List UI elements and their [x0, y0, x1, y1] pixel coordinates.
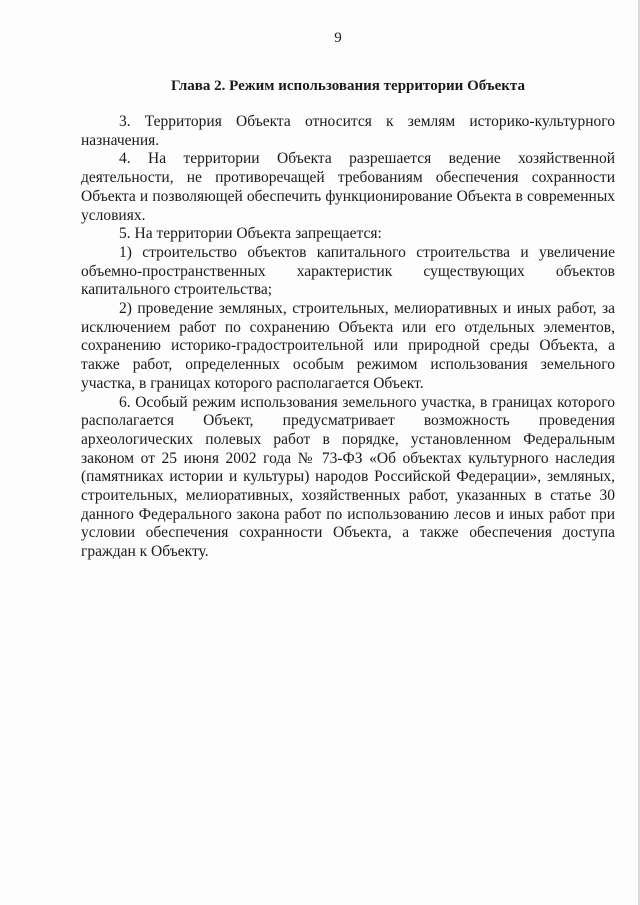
paragraph-5: 5. На территории Объекта запрещается:	[119, 225, 382, 243]
paragraph-5-item-1: 1) строительство объектов капитального строительства и увеличение объемно-пространственных характеристик существующих объектов капитального строительства;	[81, 243, 615, 299]
chapter-title: Глава 2. Режим использования территории Объекта	[171, 78, 525, 94]
paragraph-6: 6. Особый режим использования земельного участка, в границах которого располагается Объект, предусматривает возможность проведения археологических полевых работ в порядке, установленном Федеральным законом от 25 июня 2002 года № 73-ФЗ «Об объектах культурного наследия (памятниках истории и культуры) народов Российской Федерации», земляных, строительных, мелиоративных, хозяйственных работ, указанных в статье 30 данного Федерального закона работ по использованию лесов и иных работ при условии обеспечения сохранности Объекта, а также обеспечения доступа граждан к Объекту.	[81, 393, 615, 561]
paragraph-5-item-2: 2) проведение земляных, строительных, мелиоративных и иных работ, за исключением работ по сохранению Объекта или его отдельных элементов, сохранению историко-градостроительной или природной среды Объекта, а также работ, определенных особым режимом использования земельного участка, в границах которого располагается Объект.	[81, 300, 615, 392]
paragraph-3: 3. Территория Объекта относится к землям историко-культурного назначения.	[81, 113, 615, 149]
paragraph-4: 4. На территории Объекта разрешается ведение хозяйственной деятельности, не противоречащей требованиям обеспечения сохранности Объекта и позволяющей обеспечить функционирование Объекта в современных условиях.	[81, 150, 615, 224]
page-number: 9	[334, 30, 342, 46]
document-body	[81, 113, 615, 562]
